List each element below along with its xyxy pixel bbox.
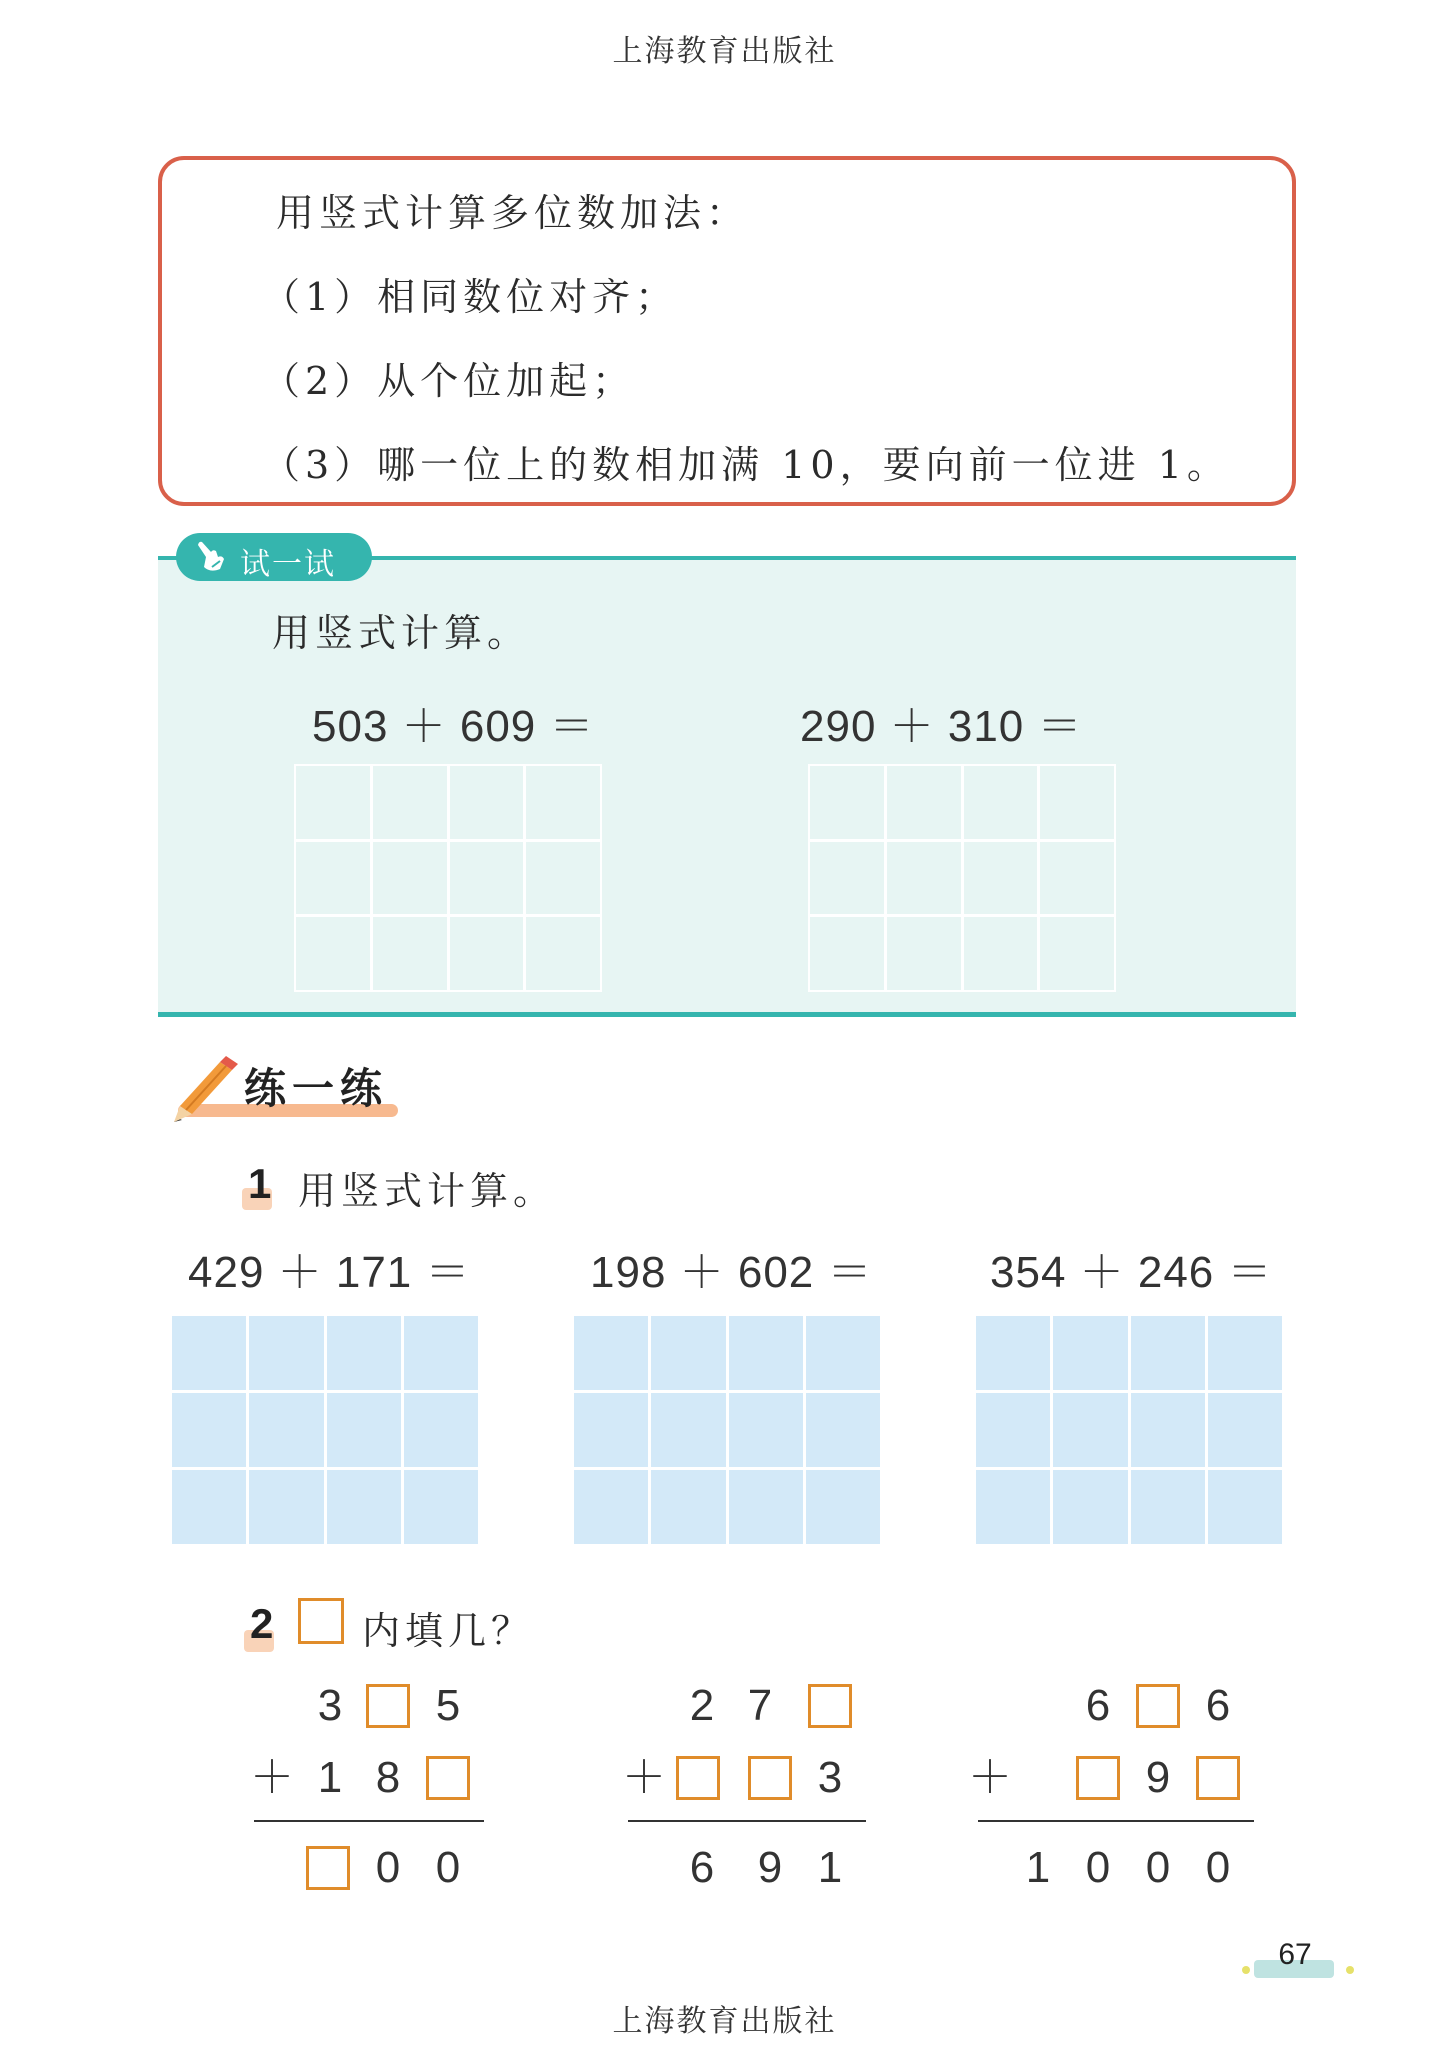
pencil-icon [168, 1048, 248, 1124]
pointing-hand-icon [190, 537, 230, 577]
rule-step-3: （3）哪一位上的数相加满 10，要向前一位进 1。 [262, 443, 1230, 487]
fill-in-box[interactable] [748, 1756, 792, 1800]
digit: 6 [1085, 1681, 1111, 1730]
plus-sign: ＋ [250, 1753, 294, 1802]
sum-line [978, 1820, 1254, 1822]
plus-sign: ＋ [622, 1753, 666, 1802]
plus-sign: ＋ [968, 1753, 1012, 1802]
decor-dot [1346, 1966, 1354, 1974]
fill-in-box[interactable] [1196, 1756, 1240, 1800]
digit: 0 [1145, 1843, 1171, 1892]
digit: 3 [817, 1753, 843, 1802]
try-problem-1: 503 ＋ 609 ＝ [312, 702, 595, 751]
fill-in-box[interactable] [366, 1684, 410, 1728]
sum-line [628, 1820, 866, 1822]
fill-in-box[interactable] [306, 1846, 350, 1890]
try-bottom-line [158, 1012, 1296, 1017]
q1-problem-1: 429 ＋ 171 ＝ [188, 1248, 471, 1297]
q1-answer-grid-1[interactable] [172, 1316, 478, 1544]
rule-step-1: （1）相同数位对齐； [262, 275, 679, 319]
practice-title: 练一练 [244, 1064, 389, 1113]
digit: 8 [375, 1753, 401, 1802]
fill-in-box[interactable] [1076, 1756, 1120, 1800]
digit: 1 [817, 1843, 843, 1892]
q2-instruction: 内填几？ [362, 1609, 535, 1653]
fill-in-box[interactable] [426, 1756, 470, 1800]
digit: 9 [1145, 1753, 1171, 1802]
digit: 9 [757, 1843, 783, 1892]
digit: 0 [1085, 1843, 1111, 1892]
publisher-footer: 上海教育出版社 [612, 2004, 837, 2039]
q1-answer-grid-2[interactable] [574, 1316, 880, 1544]
digit: 7 [747, 1681, 773, 1730]
digit: 0 [375, 1843, 401, 1892]
page-number: 67 [1278, 1938, 1312, 1971]
q1-problem-2: 198 ＋ 602 ＝ [590, 1248, 873, 1297]
try-problem-2: 290 ＋ 310 ＝ [800, 702, 1083, 751]
try-answer-grid-1[interactable] [294, 764, 602, 992]
digit: 1 [317, 1753, 343, 1802]
q1-problem-3: 354 ＋ 246 ＝ [990, 1248, 1273, 1297]
digit: 3 [317, 1681, 343, 1730]
digit: 0 [435, 1843, 461, 1892]
digit: 5 [435, 1681, 461, 1730]
digit: 1 [1025, 1843, 1051, 1892]
digit: 2 [689, 1681, 715, 1730]
rule-step-2: （2）从个位加起； [262, 359, 636, 403]
digit: 6 [1205, 1681, 1231, 1730]
fill-in-box[interactable] [808, 1684, 852, 1728]
fill-in-box[interactable] [676, 1756, 720, 1800]
rule-title: 用竖式计算多位数加法： [276, 191, 750, 235]
q1-number: 1 [248, 1160, 272, 1207]
publisher-header: 上海教育出版社 [612, 34, 837, 69]
sum-line [254, 1820, 484, 1822]
fill-in-box[interactable] [1136, 1684, 1180, 1728]
q1-answer-grid-3[interactable] [976, 1316, 1282, 1544]
digit: 0 [1205, 1843, 1231, 1892]
try-tag-label: 试一试 [240, 547, 336, 582]
digit: 6 [689, 1843, 715, 1892]
q2-number: 2 [250, 1600, 274, 1647]
q1-instruction: 用竖式计算。 [298, 1169, 557, 1213]
try-answer-grid-2[interactable] [808, 764, 1116, 992]
decor-dot [1242, 1966, 1250, 1974]
q2-instruction-box [298, 1598, 344, 1644]
try-instruction: 用竖式计算。 [272, 611, 531, 655]
